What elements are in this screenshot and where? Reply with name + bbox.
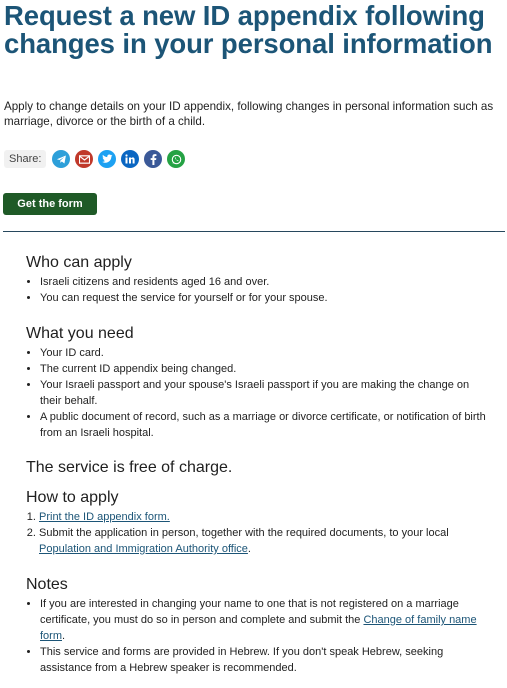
- list-item: • Israeli citizens and residents aged 16 and over.: [40, 274, 486, 290]
- notes-section: [26, 576, 486, 676]
- list-item: • This service and forms are provided in Hebrew. If you don't speak Hebrew, seeking assistance from a Hebrew speaker is recommended.: [40, 644, 486, 676]
- linkedin-icon[interactable]: [121, 150, 139, 168]
- who-can-apply-heading: Who can apply: [26, 254, 132, 271]
- step-submit: [39, 525, 486, 557]
- who-can-apply-list: [26, 274, 486, 306]
- free-of-charge-note: The service is free of charge.: [26, 459, 233, 476]
- how-to-apply-heading: How to apply: [26, 489, 119, 506]
- what-you-need-list: [26, 345, 486, 441]
- page-intro: Apply to change details on your ID appendix, following changes in personal information such as marriage, divorce or the birth of a child.: [4, 100, 494, 128]
- how-to-apply-steps: [26, 509, 486, 557]
- get-the-form-button[interactable]: Get the form: [3, 193, 97, 215]
- population-authority-office-link[interactable]: Population and Immigration Authority office: [39, 543, 248, 555]
- whatsapp-icon[interactable]: [167, 150, 185, 168]
- facebook-icon[interactable]: [144, 150, 162, 168]
- share-bar: [4, 149, 190, 169]
- what-you-need-heading: What you need: [26, 325, 134, 342]
- step-submit-text: Submit the application in person, together with the required documents, to your local: [39, 527, 449, 539]
- page-title: Request a new ID appendix following changes in your personal information: [4, 0, 493, 59]
- who-can-apply-section: [26, 254, 486, 306]
- notes-list: [26, 596, 486, 676]
- email-icon[interactable]: [75, 150, 93, 168]
- how-to-apply-section: [26, 489, 486, 557]
- notes-heading: Notes: [26, 576, 68, 593]
- step-print-form: [39, 509, 486, 525]
- change-family-name-form-link[interactable]: Change of family name form: [40, 614, 477, 642]
- list-item: • Your Israeli passport and your spouse's Israeli passport if you are making the change on their behalf.: [40, 377, 486, 409]
- step-submit-end: .: [247, 543, 251, 555]
- list-item: • The current ID appendix being changed.: [40, 361, 486, 377]
- note-name-change-end: .: [62, 630, 66, 642]
- list-item: • You can request the service for yourself or for your spouse.: [40, 290, 486, 306]
- divider: [3, 231, 505, 232]
- list-item: [40, 596, 486, 644]
- list-item: • A public document of record, such as a marriage or divorce certificate, or notification of birth from an Israeli hospital.: [40, 409, 486, 441]
- what-you-need-section: [26, 325, 486, 441]
- note-name-change-text: If you are interested in changing your name to one that is not registered on a marriage certificate, you must do so in person and complete and submit the: [40, 598, 459, 626]
- twitter-icon[interactable]: [98, 150, 116, 168]
- telegram-icon[interactable]: [52, 150, 70, 168]
- list-item: • Your ID card.: [40, 345, 486, 361]
- print-form-link[interactable]: Print the ID appendix form.: [39, 511, 170, 523]
- share-label: Share:: [4, 150, 46, 168]
